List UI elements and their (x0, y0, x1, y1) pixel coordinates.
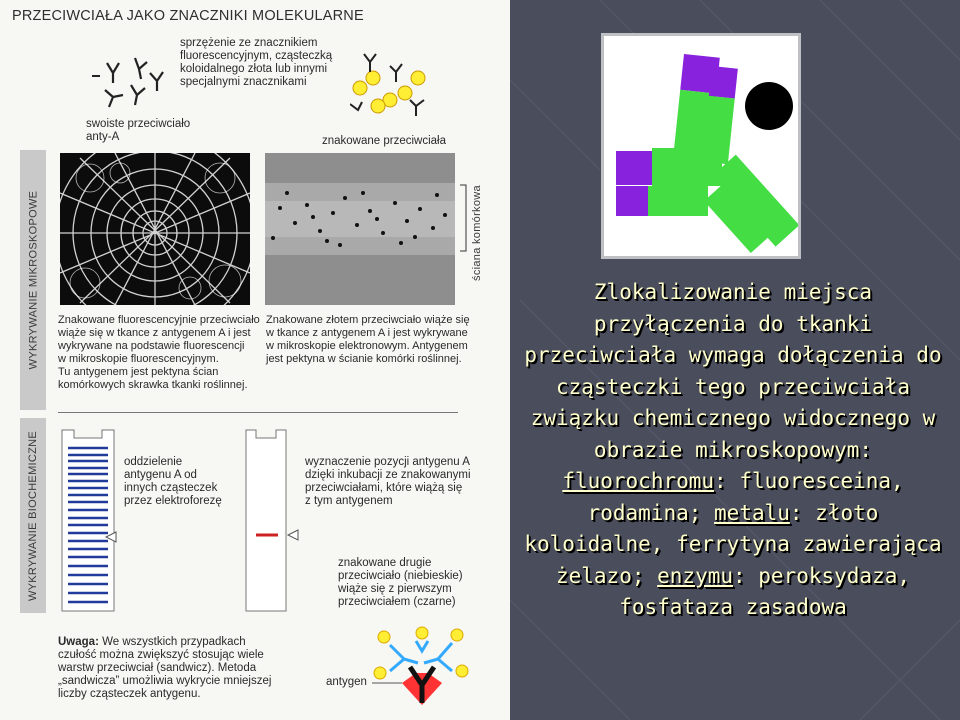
note-text: Uwaga: We wszystkich przypadkach czułość można zwiększyć stosując wiele warstw przeciwciał (sandwicz). Metoda „sandwicza” umożliwia wykrycie mniejszej liczby cząsteczek antygenu. (58, 636, 272, 700)
antibody-drawing (604, 36, 798, 256)
cell-wall-label: ściana komórkowa (471, 184, 483, 281)
specific-antibody-label: swoiste przeciwciało anty-A (86, 118, 191, 143)
position-text: wyznaczenie pozycji antygenu A dzięki inkubacji ze znakowanymi przeciwciałami, które wiążą się z tym antygenem (305, 456, 471, 507)
sandwich-diagram (372, 625, 472, 715)
caption-gold: Znakowane złotem przeciwciało wiąże się w tkance z antygenem A i jest wykrywane w mikroskopie elektronowym. Antygenem jest pektyna w ścianie komórki roślinnej. (266, 314, 470, 365)
side-label-microscopic: WYKRYWANIE MIKROSKOPOWE (20, 150, 46, 410)
blot-strip (238, 428, 300, 613)
section-divider (58, 412, 458, 413)
antigen-label: antygen (326, 676, 367, 688)
term-metal: metalu (714, 500, 790, 525)
term-fluorochrome: fluorochromu (562, 469, 715, 493)
separation-text: oddzielenie antygenu A od innych cząsteczek przez elektroforezę (124, 456, 222, 507)
electrophoresis-gel (58, 428, 118, 613)
electron-micrograph (265, 153, 455, 305)
slide-body-text: Zlokalizowanie miejsca przyłączenia do tkanki przeciwciała wymaga dołączenia do cząsteczki tego przeciwciała związku chemicznego widocznego w obrazie mikroskopowym: fluorochromu: fluoresceina, rodamina; metalu: złoto koloidalne, ferrytyna zawierająca żelazo; enzymu: peroksydaza, fosfataza zasadowa (524, 280, 942, 619)
arrow-icon (92, 66, 112, 86)
term-enzyme: enzymu (657, 563, 733, 588)
antibody-illustration (601, 33, 801, 259)
coupling-text: sprzężenie ze znacznikiem fluorescencyjnym, cząsteczką koloidalnego złota lub innymi specjalnymi znacznikami (180, 37, 333, 88)
labeled-antibodies-icon (350, 48, 435, 120)
side-label-biochemical: WYKRYWANIE BIOCHEMICZNE (20, 418, 46, 613)
fluorescence-micrograph (60, 153, 250, 305)
figure-title: PRZECIWCIAŁA JAKO ZNACZNIKI MOLEKULARNE (12, 8, 364, 24)
second-antibody-text: znakowane drugie przeciwciało (niebieskie) wiąże się z pierwszym przeciwciałem (czarne) (338, 557, 463, 608)
caption-fluorescence: Znakowane fluorescencyjnie przeciwciało wiąże się w tkance z antygenem A i jest wykrywane na podstawie fluorescencji w mikroskopie fluorescencyjnym. Tu antygenem jest pektyna ścian komórkowych skrawka tkanki roślinnej. (58, 314, 260, 391)
labeled-antibody-label: znakowane przeciwciała (322, 135, 447, 147)
